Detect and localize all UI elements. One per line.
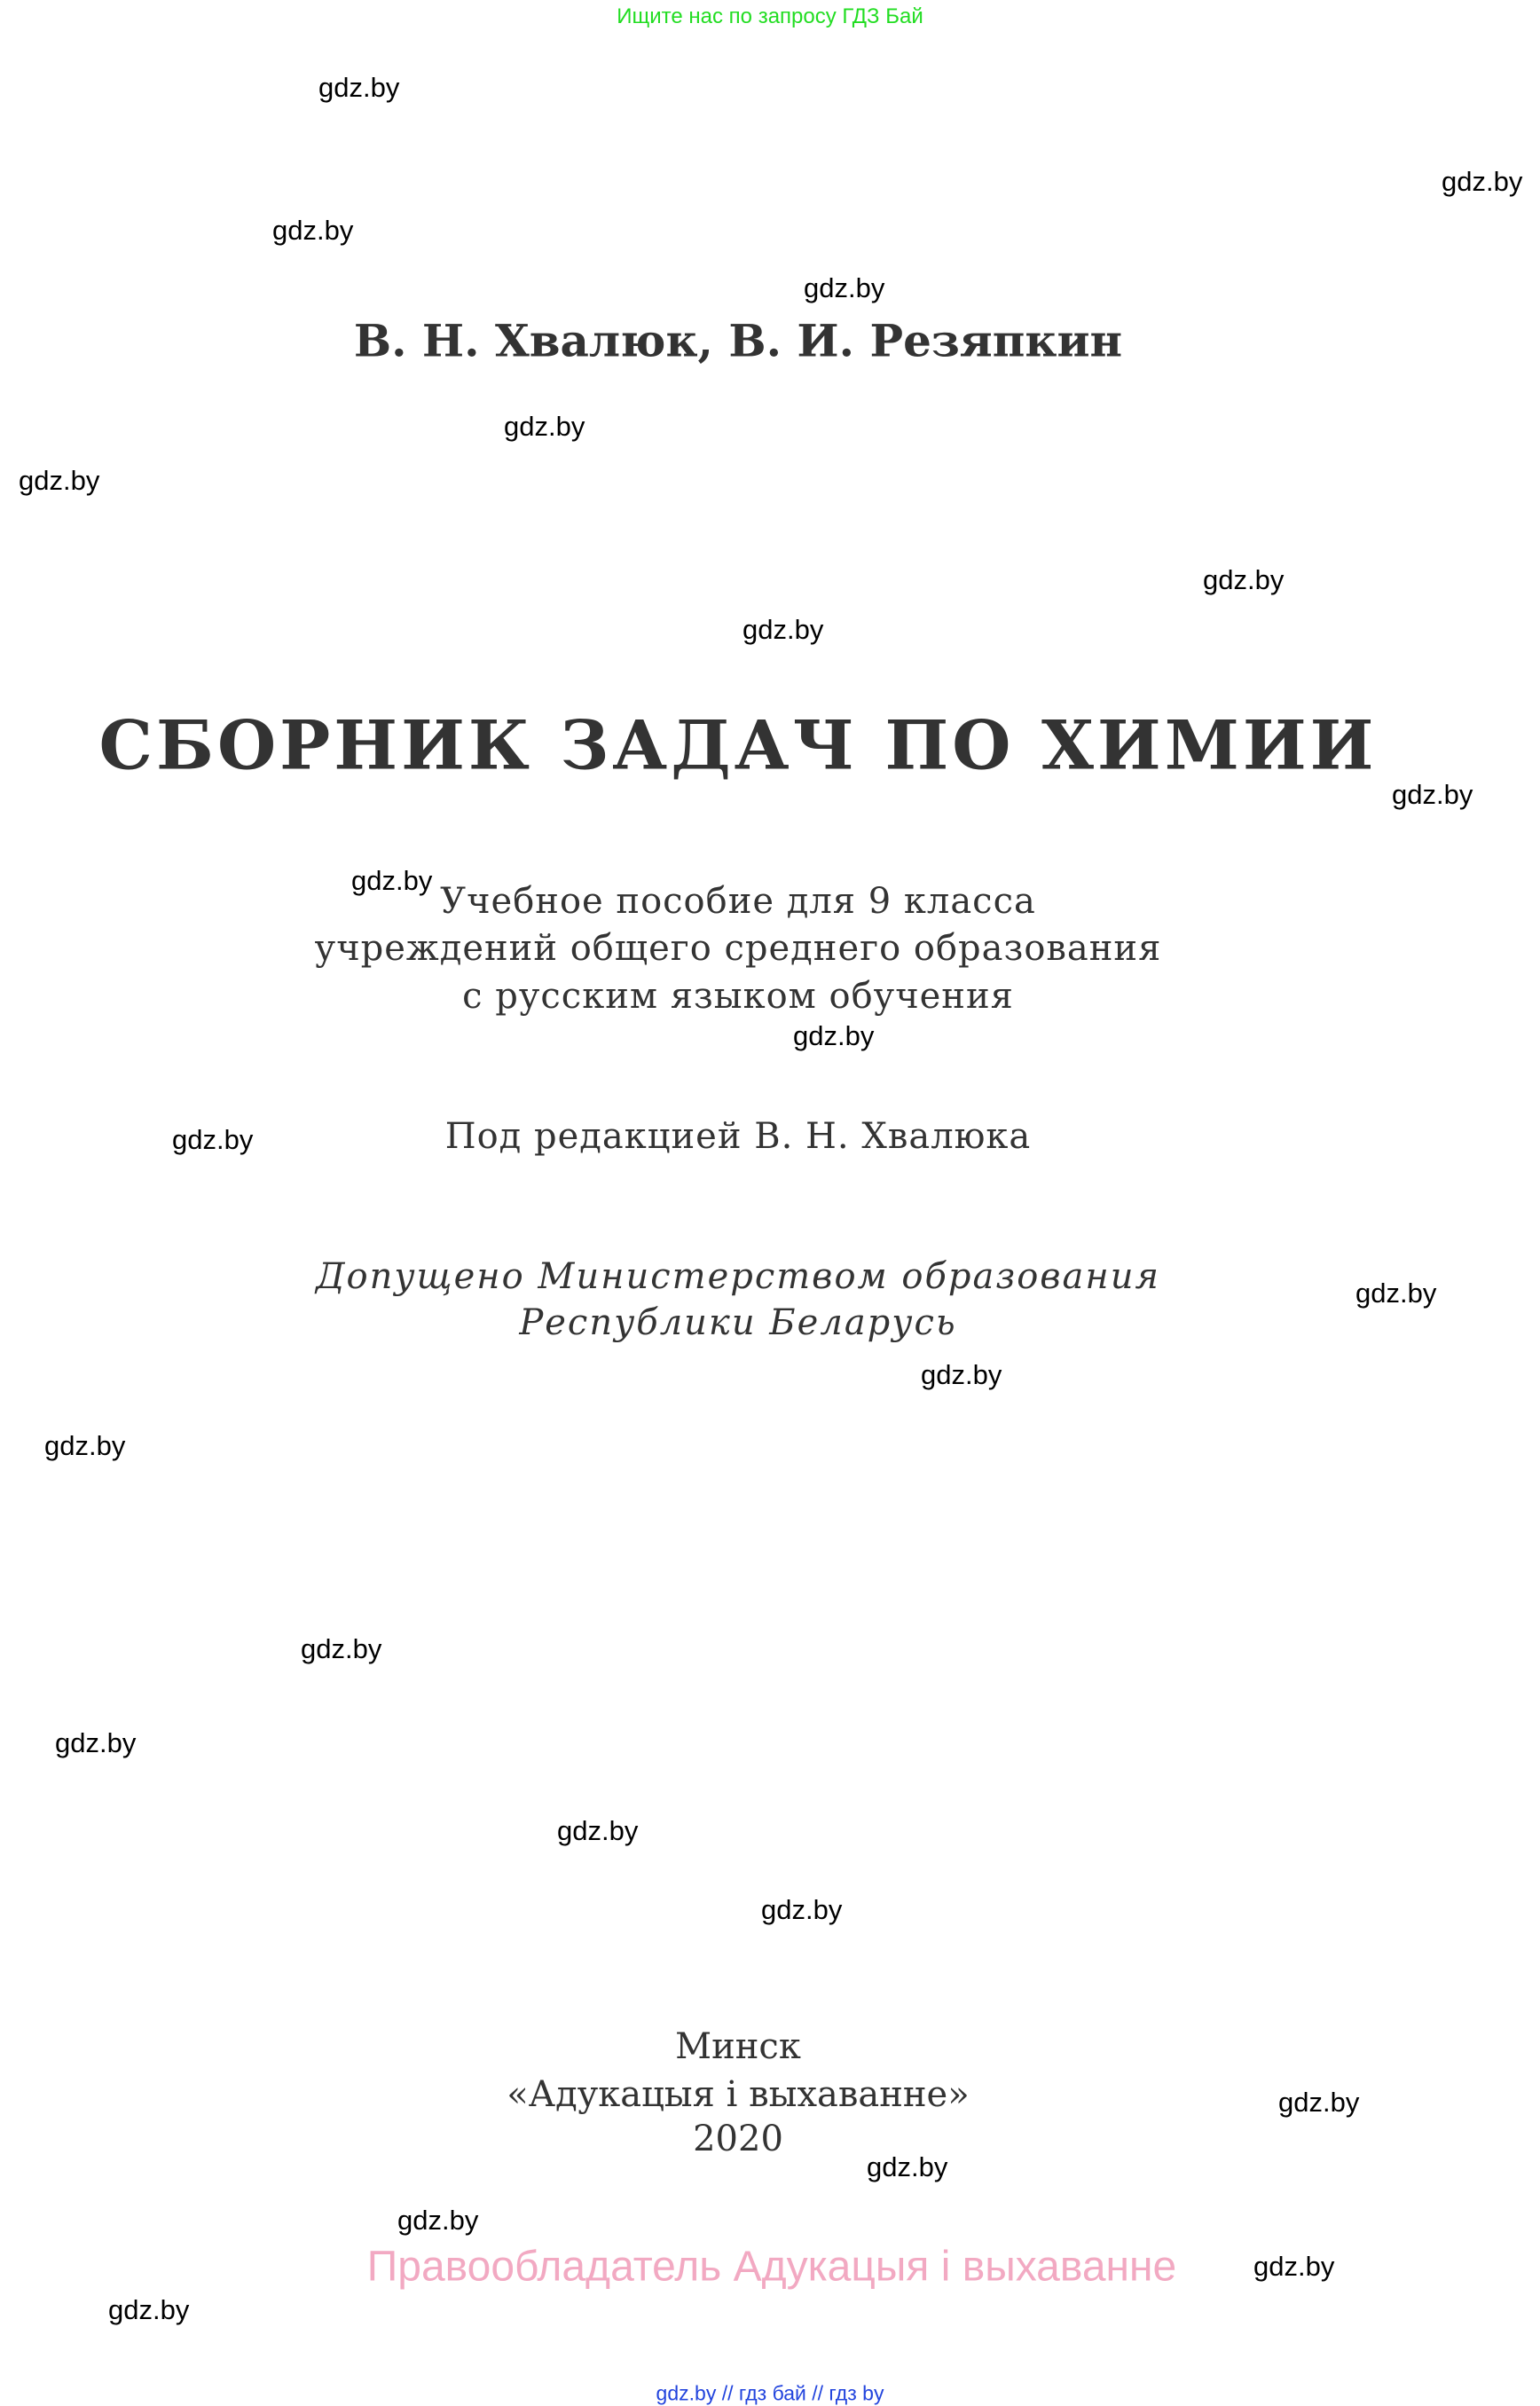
approval-line: Допущено Министерством образования: [315, 1256, 1161, 1297]
watermark: gdz.by: [557, 1815, 639, 1846]
watermark: gdz.by: [504, 411, 585, 442]
watermark: gdz.by: [318, 72, 400, 103]
subtitle-line: Учебное пособие для 9 класса: [440, 881, 1036, 922]
watermark: gdz.by: [301, 1633, 382, 1664]
watermark: gdz.by: [19, 465, 100, 496]
watermark: gdz.by: [1253, 2251, 1335, 2282]
watermark: gdz.by: [44, 1430, 126, 1461]
watermark: gdz.by: [351, 865, 433, 896]
publication-city: Минск: [675, 2026, 801, 2067]
watermark: gdz.by: [867, 2151, 948, 2182]
watermark: gdz.by: [1203, 564, 1285, 595]
watermark: gdz.by: [397, 2205, 479, 2236]
watermark: gdz.by: [1442, 166, 1523, 197]
watermark: gdz.by: [108, 2294, 190, 2325]
watermark: gdz.by: [272, 215, 354, 246]
book-authors: В. Н. Хвалюк, В. И. Резяпкин: [353, 314, 1123, 367]
footer-links[interactable]: gdz.by // гдз бай // гдз by: [656, 2381, 884, 2405]
watermark: gdz.by: [1355, 1278, 1437, 1309]
watermark: gdz.by: [55, 1727, 137, 1758]
search-hint-banner: Ищите нас по запросу ГДЗ Бай: [617, 4, 923, 28]
watermark: gdz.by: [1278, 2087, 1360, 2118]
watermark: gdz.by: [804, 272, 885, 303]
book-title: СБОРНИК ЗАДАЧ ПО ХИМИИ: [98, 705, 1378, 785]
copyright-holder: Правообладатель Адукацыя і выхаванне: [366, 2243, 1177, 2291]
watermark: gdz.by: [761, 1894, 843, 1925]
publication-year: 2020: [693, 2119, 783, 2159]
subtitle-line: учреждений общего среднего образования: [314, 928, 1162, 969]
editor-line: Под редакцией В. Н. Хвалюка: [444, 1116, 1032, 1157]
subtitle-line: с русским языком обучения: [462, 976, 1014, 1017]
watermark: gdz.by: [1392, 779, 1473, 810]
watermark: gdz.by: [793, 1020, 875, 1051]
approval-line: Республики Беларусь: [519, 1302, 957, 1343]
watermark: gdz.by: [172, 1124, 254, 1155]
watermark: gdz.by: [921, 1359, 1002, 1390]
publisher: «Адукацыя і выхаванне»: [507, 2074, 970, 2115]
watermark: gdz.by: [742, 614, 824, 645]
